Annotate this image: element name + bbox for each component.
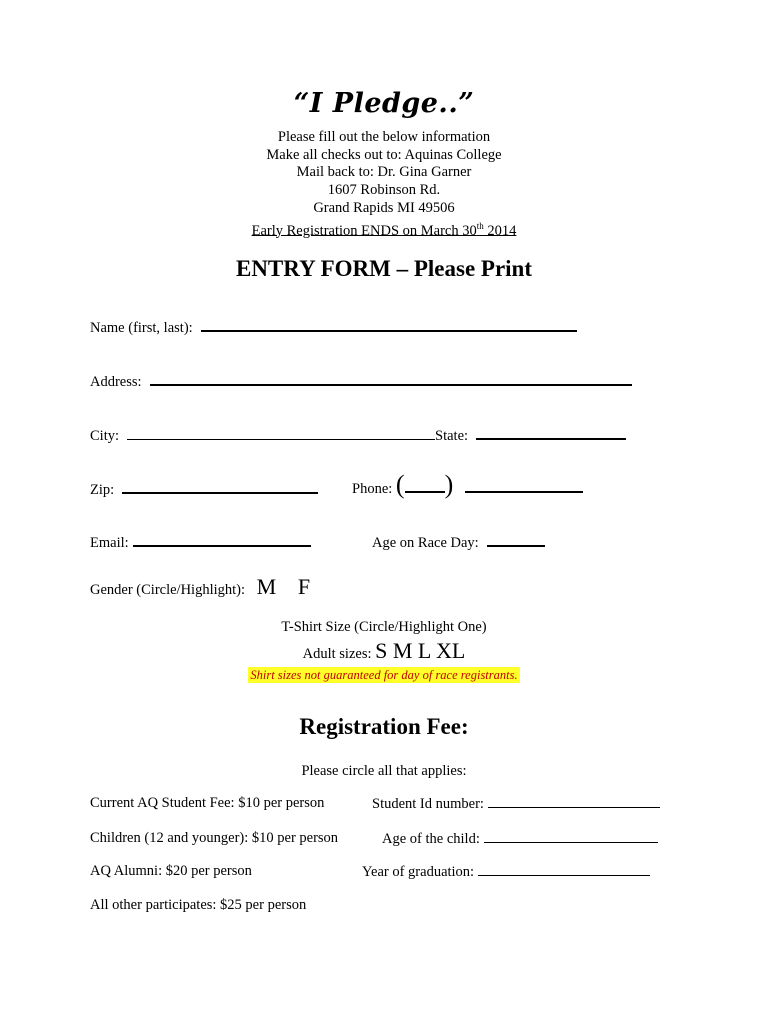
phone-label: Phone:	[352, 481, 393, 497]
graduation-year-label: Year of graduation:	[362, 864, 475, 880]
phone-number-field[interactable]	[465, 479, 583, 493]
fee-instruction: Please circle all that applies:	[301, 763, 467, 779]
child-age-field[interactable]	[484, 830, 658, 843]
early-registration-deadline	[0, 218, 768, 241]
student-id-row	[372, 795, 660, 813]
fee-option[interactable]: AQ Alumni: $20 per person	[90, 863, 252, 879]
student-id-field[interactable]	[488, 795, 660, 808]
age-label: Age on Race Day:	[372, 535, 479, 551]
gender-option-f[interactable]: F	[297, 574, 311, 599]
child-age-label: Age of the child:	[382, 831, 480, 847]
gender-row	[90, 574, 310, 600]
adult-sizes-row	[0, 638, 768, 664]
instruction-line: Please fill out the below information	[277, 129, 491, 145]
child-age-row	[382, 830, 658, 848]
early-registration-year: 2014	[483, 222, 517, 239]
city-state-row	[90, 426, 626, 445]
city-label: City:	[90, 428, 120, 444]
state-label: State:	[435, 428, 469, 444]
shirt-note: Shirt sizes not guaranteed for day of race registrants.	[250, 668, 518, 682]
early-registration-text: Early Registration ENDS on March 30	[251, 222, 477, 239]
instruction-line: Mail back to: Dr. Gina Garner	[296, 164, 472, 181]
city-field[interactable]	[127, 427, 435, 440]
shirt-size-options[interactable]: S M L XL	[375, 638, 466, 663]
fee-option[interactable]: All other participates: $25 per person	[90, 897, 307, 913]
address-row	[90, 372, 632, 391]
instruction-line: Grand Rapids MI 49506	[313, 199, 455, 216]
name-row	[90, 318, 577, 337]
phone-paren-open: (	[395, 470, 405, 499]
instruction-line: Make all checks out to: Aquinas College	[266, 146, 502, 163]
early-registration-sup: th	[476, 220, 484, 231]
email-label: Email:	[90, 535, 129, 551]
age-field[interactable]	[487, 533, 545, 547]
graduation-year-row	[362, 863, 650, 881]
phone-row	[352, 470, 583, 500]
phone-paren-close: )	[444, 470, 454, 499]
zip-label: Zip:	[90, 482, 115, 498]
address-label: Address:	[90, 374, 142, 390]
gender-label: Gender (Circle/Highlight):	[90, 582, 246, 598]
shirt-note-row	[0, 666, 768, 684]
email-field[interactable]	[133, 533, 311, 547]
zip-field[interactable]	[122, 480, 318, 494]
tshirt-label: T-Shirt Size (Circle/Highlight One)	[281, 619, 487, 635]
fee-option[interactable]: Children (12 and younger): $10 per person	[90, 830, 339, 846]
adult-sizes-label: Adult sizes:	[302, 646, 372, 662]
zip-row	[90, 480, 318, 499]
registration-fee-heading: Registration Fee:	[299, 714, 469, 739]
instruction-line: 1607 Robinson Rd.	[327, 182, 441, 199]
instructions-block	[0, 129, 768, 240]
fee-option[interactable]: Current AQ Student Fee: $10 per person	[90, 795, 325, 811]
phone-area-code-field[interactable]	[405, 481, 445, 493]
name-field[interactable]	[201, 318, 577, 332]
entry-form-heading: ENTRY FORM – Please Print	[235, 256, 532, 281]
email-row	[90, 533, 311, 552]
address-field[interactable]	[150, 372, 632, 386]
name-label: Name (first, last):	[90, 320, 193, 336]
graduation-year-field[interactable]	[478, 863, 650, 876]
state-field[interactable]	[476, 426, 626, 440]
age-row	[372, 533, 545, 552]
form-title: “I Pledge..”	[293, 88, 475, 119]
gender-option-m[interactable]: M	[256, 574, 277, 599]
student-id-label: Student Id number:	[372, 796, 484, 812]
